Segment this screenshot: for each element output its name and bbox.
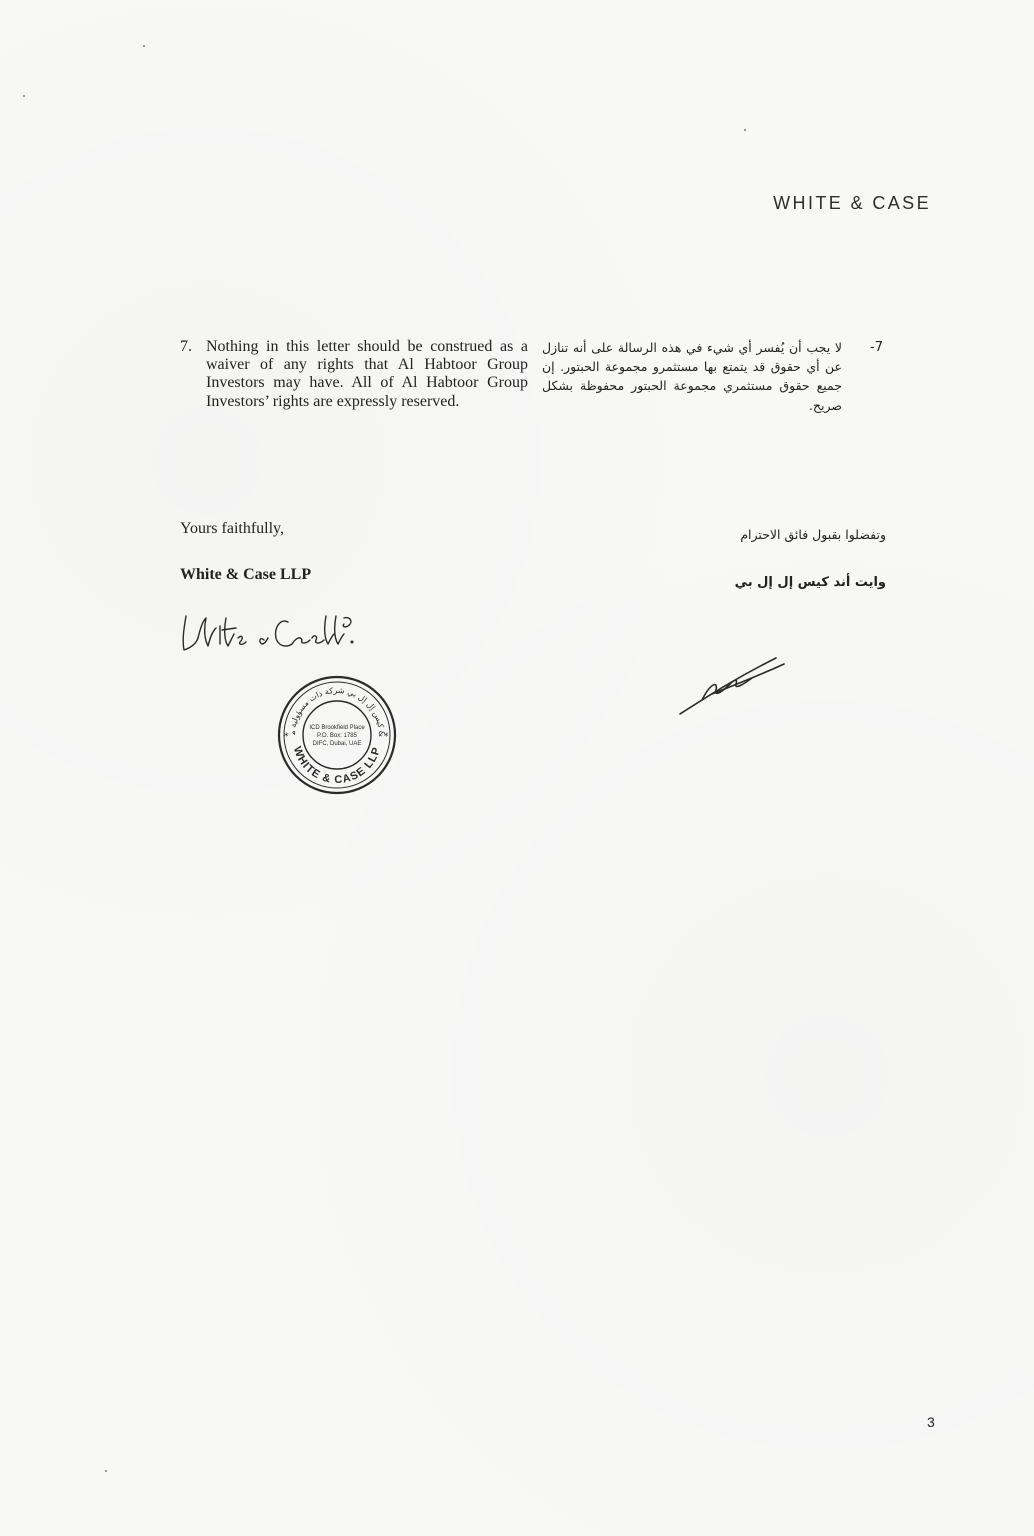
clause-7 [180,338,900,438]
svg-text:*: * [284,732,289,742]
clause-english [180,338,528,411]
signature-arabic-drawing [672,650,792,720]
scan-speck [23,95,25,97]
scan-speck [105,1470,107,1472]
svg-text:WHITE & CASE LLP: WHITE & CASE LLP [290,745,384,787]
scan-speck [143,45,145,47]
clause-number-ar: -7 [870,340,883,355]
clause-text-ar: لا يجب أن يُفسر أي شيء في هذه الرسالة على أنه تنازل عن أي حقوق قد يتمتع بها مستثمرو مجموعة الحبتور. إن جميع حقوق مستثمري مجموعة الحبتور محفوظة بشكل صريح. [542,340,842,413]
clause-text-en: Nothing in this letter should be construed as a waiver of any rights that Al Habtoor Group Investors may have. All of Al Habtoor Group Investors’ rights are expressly reserved. [206,338,528,410]
svg-text:*: * [384,732,389,742]
svg-text:P.O. Box: 1785: P.O. Box: 1785 [317,733,357,739]
salutation-en: Yours faithfully, [180,520,285,537]
firm-name-ar: وايت أند كيس إل إل بي [734,575,886,590]
company-seal [275,673,399,802]
seal-stamp [275,673,399,797]
firm-logo: WHITE & CASE [773,193,931,213]
scan-speck [744,129,746,131]
signature-english [176,608,356,663]
signature-english-drawing [176,608,356,658]
salutation-ar: وتفضلوا بقبول فائق الاحترام [740,527,886,542]
svg-text:وايت & كيس إل إل بي شركة ذات م: & كيس إل إل بي شركة ذات مسؤولية م [287,685,387,738]
svg-text:DIFC, Dubai, UAE: DIFC, Dubai, UAE [312,741,362,747]
svg-text:ICD Brookfield Place: ICD Brookfield Place [309,725,365,731]
clause-number-en: 7. [180,338,192,355]
page-number: 3 [927,1414,935,1430]
signature-arabic [672,650,792,725]
firm-name-en: White & Case LLP [180,566,312,583]
